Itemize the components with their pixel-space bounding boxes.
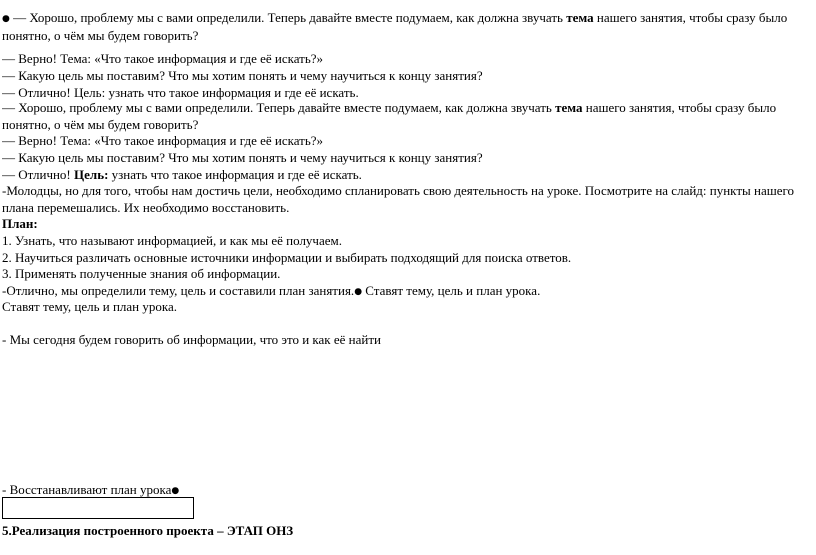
bullet-icon: ● — [2, 14, 10, 24]
student-answer-plan: - Восстанавливают план урока● — [2, 482, 180, 497]
paragraph-topic-question-1: ● — Хорошо, проблему мы с вами определили. Теперь давайте вместе подумаем, как должна звучать тема нашего занятия, чтобы сразу было понятно, о чём мы будем говорить? — [2, 10, 788, 43]
paragraph-goal-question-2: — Какую цель мы поставим? Что мы хотим понять и чему научиться к концу занятия? — [2, 150, 483, 165]
bullet-icon: ● — [171, 486, 180, 496]
plan-item: 3. Применять полученные знания об информации. — [2, 266, 281, 281]
paragraph-plan-intro: -Молодцы, но для того, чтобы нам достичь цели, необходимо спланировать свою деятельность на уроке. Посмотрите на слайд: пункты нашего плана перемешались. Их необходимо восстановить. — [2, 183, 795, 215]
paragraph-goal-answer-1: — Отлично! Цель: узнать что такое информация и где её искать. — [2, 85, 359, 100]
bullet-icon: ● — [354, 287, 363, 297]
plan-item: 1. Узнать, что называют информацией, и как мы её получаем. — [2, 233, 342, 248]
paragraph-topic-answer-2: — Верно! Тема: «Что такое информация и где её искать?» — [2, 133, 324, 148]
paragraph-summary: -Отлично, мы определили тему, цель и составили план занятия.● Ставят тему, цель и план урока. — [2, 283, 541, 298]
plan-item: 2. Научиться различать основные источники информации и выбирать подходящий для поиска ответов. — [2, 250, 572, 265]
paragraph-goal-answer-2: — Отлично! Цель: узнать что такое информация и где её искать. — [2, 167, 362, 182]
paragraph-topic-question-2: — Хорошо, проблему мы с вами определили. Теперь давайте вместе подумаем, как должна звучать тема нашего занятия, чтобы сразу было понятно, о чём мы будем говорить? — [2, 100, 777, 132]
section-heading: 5.Реализация построенного проекта – ЭТАП ОНЗ — [2, 523, 294, 538]
student-answer-topic: - Мы сегодня будем говорить об информации, что это и как её найти — [2, 332, 381, 347]
paragraph-student-action: Ставят тему, цель и план урока. — [2, 299, 178, 314]
empty-table-cell — [2, 497, 194, 519]
plan-heading: План: — [2, 216, 38, 231]
paragraph-topic-answer-1: — Верно! Тема: «Что такое информация и где её искать?» — [2, 51, 324, 66]
paragraph-goal-question-1: — Какую цель мы поставим? Что мы хотим понять и чему научиться к концу занятия? — [2, 68, 483, 83]
